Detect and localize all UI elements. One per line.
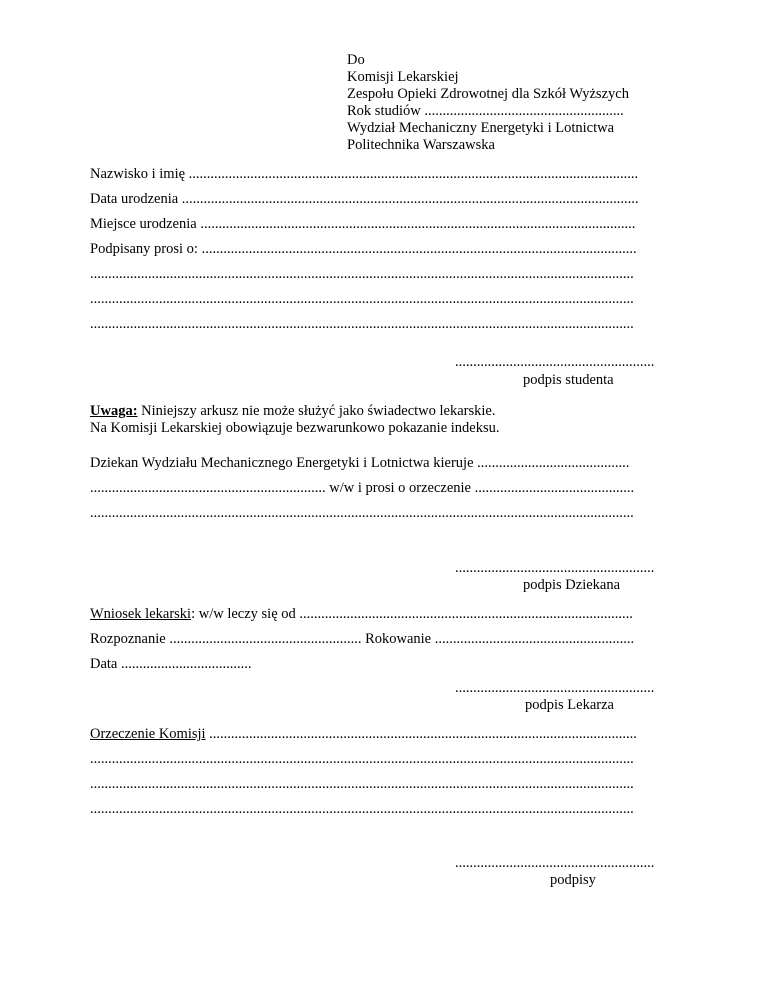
field-dots-line: ...................................................................................................................................................... — [90, 291, 634, 307]
note-text: Niniejszy arkusz nie może służyć jako świadectwo lekarskie. — [137, 403, 496, 419]
doctor-signature-dots: ....................................................... — [455, 680, 655, 696]
student-signature-dots: ....................................................... — [455, 354, 655, 370]
address-line-team: Zespołu Opieki Zdrowotnej dla Szkół Wyższych — [347, 86, 629, 102]
field-request: Podpisany prosi o: ........................................................................................................................ — [90, 241, 637, 257]
commission-dots-line: ...................................................................................................................................................... — [90, 751, 634, 767]
address-line-faculty: Wydział Mechaniczny Energetyki i Lotnictwa — [347, 120, 615, 136]
dean-line-1: Dziekan Wydziału Mechanicznego Energetyki i Lotnictwa kieruje .......................................... — [90, 455, 630, 471]
address-line-to: Do — [347, 52, 365, 68]
field-birth-date: Data urodzenia .............................................................................................................................. — [90, 191, 639, 207]
doctor-signature-label: podpis Lekarza — [525, 697, 614, 713]
dean-line-2: ................................................................. w/w i prosi o orzeczenie ............................................ — [90, 480, 635, 496]
medical-label: Wniosek lekarski — [90, 606, 192, 622]
field-birth-place: Miejsce urodzenia ........................................................................................................................ — [90, 216, 636, 232]
field-dots-line: ...................................................................................................................................................... — [90, 266, 634, 282]
medical-line-1 — [90, 606, 633, 623]
commission-signature-label: podpisy — [550, 872, 596, 888]
commission-signature-dots: ....................................................... — [455, 855, 655, 871]
note-line-1 — [90, 403, 495, 420]
field-name: Nazwisko i imię ............................................................................................................................ — [90, 166, 639, 182]
commission-dots-line: ...................................................................................................................................................... — [90, 801, 634, 817]
commission-label: Orzeczenie Komisji — [90, 726, 206, 742]
dean-signature-dots: ....................................................... — [455, 560, 655, 576]
note-line-2: Na Komisji Lekarskiej obowiązuje bezwarunkowo pokazanie indeksu. — [90, 420, 500, 436]
address-line-commission: Komisji Lekarskiej — [347, 69, 459, 85]
address-line-university: Politechnika Warszawska — [347, 137, 495, 153]
note-label: Uwaga: — [90, 403, 138, 419]
medical-diagnosis-line: Rozpoznanie ..................................................... Rokowanie ....................................................... — [90, 631, 635, 647]
dean-signature-label: podpis Dziekana — [523, 577, 621, 593]
medical-text: : w/w leczy się od ............................................................................................ — [191, 606, 633, 622]
medical-date-line: Data .................................... — [90, 656, 252, 672]
address-line-year: Rok studiów ....................................................... — [347, 103, 624, 119]
student-signature-label: podpis studenta — [523, 372, 614, 388]
field-dots-line: ...................................................................................................................................................... — [90, 316, 634, 332]
commission-line-1 — [90, 726, 637, 743]
commission-dots-line: ...................................................................................................................................................... — [90, 776, 634, 792]
commission-text: ...................................................................................................................... — [205, 726, 637, 742]
dean-line-3: ...................................................................................................................................................... — [90, 505, 634, 521]
